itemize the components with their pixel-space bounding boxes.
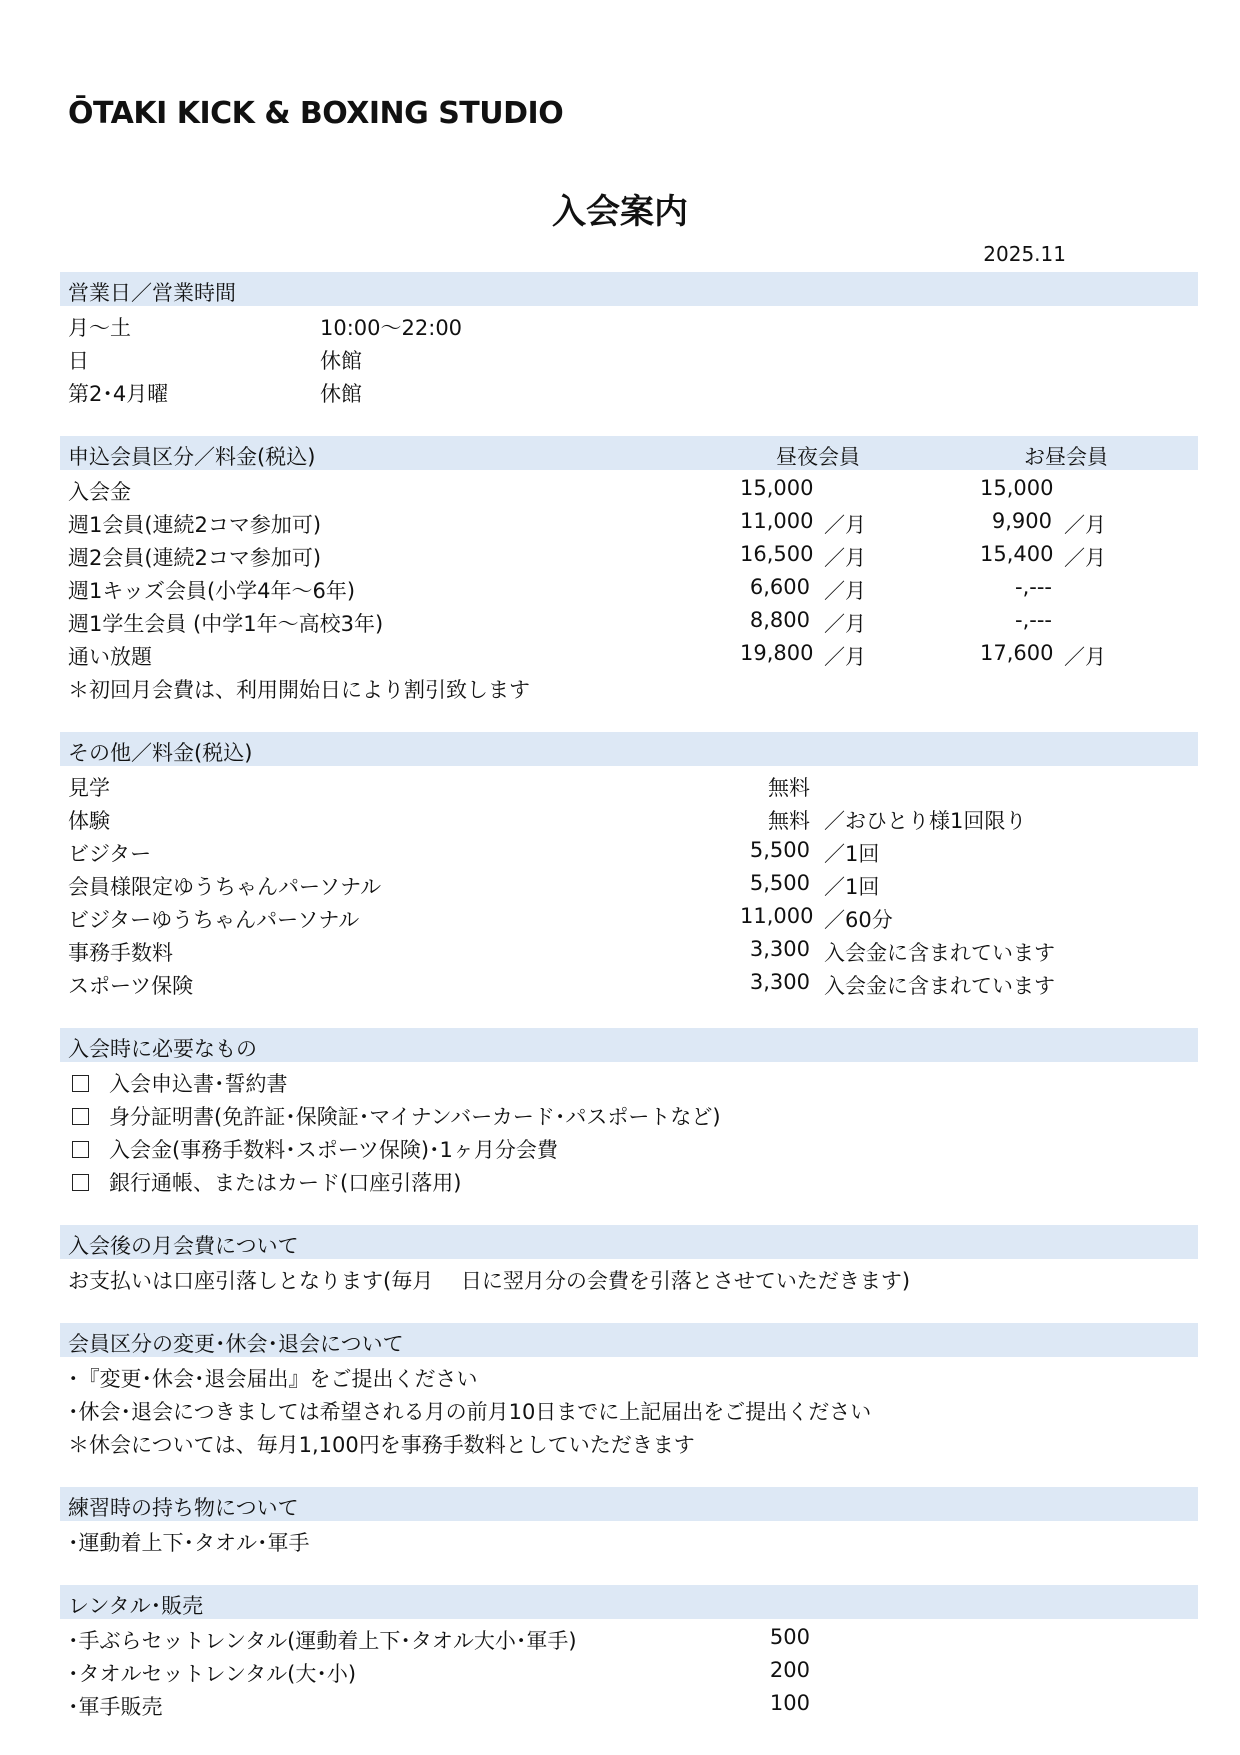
other-note: ／おひとり様1回限り xyxy=(824,809,1027,833)
rental-row xyxy=(68,1658,1128,1688)
other-price: 11,000 xyxy=(740,904,814,928)
belongings-text: ･運動着上下･タオル･軍手 xyxy=(68,1531,310,1555)
section-change-header xyxy=(60,1323,1198,1357)
section-hours-title: 営業日／営業時間 xyxy=(68,281,236,305)
hours-row xyxy=(68,312,463,342)
change-line: ･休会･退会につきましては希望される月の前月10日までに上記届出をご提出ください xyxy=(68,1400,872,1424)
studio-brand: ŌTAKI KICK & BOXING STUDIO xyxy=(68,96,564,131)
other-row xyxy=(68,772,1128,802)
fee-day-night-unit: ／月 xyxy=(824,546,866,570)
fee-label: 週1学生会員 (中学1年～高校3年) xyxy=(68,612,384,636)
section-rental-header xyxy=(60,1585,1198,1619)
other-price: 5,500 xyxy=(749,838,810,862)
section-belongings-title: 練習時の持ち物について xyxy=(68,1496,299,1520)
fee-row xyxy=(68,641,1128,671)
other-note: ／60分 xyxy=(824,908,893,932)
rental-row xyxy=(68,1691,1128,1721)
other-note: ／1回 xyxy=(824,875,880,899)
hours-time: 10:00～22:00 xyxy=(320,316,463,340)
fee-day-price: -,--- xyxy=(1015,575,1052,599)
fee-day-night-unit: ／月 xyxy=(824,612,866,636)
fees-note: ＊初回月会費は、利用開始日により割引致します xyxy=(68,678,530,702)
fee-label: 週1会員(連続2コマ参加可) xyxy=(68,513,322,537)
col-day-night-header: 昼夜会員 xyxy=(776,445,860,469)
hours-day: 月～土 xyxy=(68,316,131,340)
rental-label: ･手ぶらセットレンタル(運動着上下･タオル大小･軍手) xyxy=(68,1629,577,1653)
section-required-title: 入会時に必要なもの xyxy=(68,1037,257,1061)
other-label: 体験 xyxy=(68,809,110,833)
hours-day: 日 xyxy=(68,349,89,373)
fee-row xyxy=(68,476,1128,506)
fee-day-night-unit: ／月 xyxy=(824,513,866,537)
rental-price: 100 xyxy=(769,1691,810,1715)
section-required-header xyxy=(60,1028,1198,1062)
fee-day-night-unit: ／月 xyxy=(824,579,866,603)
other-price: 5,500 xyxy=(749,871,810,895)
other-label: スポーツ保険 xyxy=(68,974,194,998)
section-rental-title: レンタル･販売 xyxy=(68,1594,204,1618)
other-row xyxy=(68,838,1128,868)
other-label: 事務手数料 xyxy=(68,941,173,965)
rental-price: 200 xyxy=(769,1658,810,1682)
document-date: 2025.11 xyxy=(983,242,1066,266)
checkbox-icon[interactable] xyxy=(72,1141,89,1158)
checkbox-icon[interactable] xyxy=(72,1108,89,1125)
fee-label: 入会金 xyxy=(68,480,131,504)
other-row xyxy=(68,937,1128,967)
section-other-header xyxy=(60,732,1198,766)
required-item xyxy=(68,1167,461,1197)
fee-day-night-price: 8,800 xyxy=(749,608,810,632)
section-fees-title: 申込会員区分／料金(税込) xyxy=(68,445,316,469)
fee-label: 週2会員(連続2コマ参加可) xyxy=(68,546,322,570)
fee-day-price: -,--- xyxy=(1015,608,1052,632)
other-price: 3,300 xyxy=(749,970,810,994)
fee-row xyxy=(68,608,1128,638)
required-item-label: 入会申込書･誓約書 xyxy=(109,1072,288,1096)
fee-day-price: 15,000 xyxy=(980,476,1054,500)
rental-row xyxy=(68,1625,1128,1655)
section-fees-header xyxy=(60,436,1198,470)
fee-row xyxy=(68,575,1128,605)
fee-day-unit: ／月 xyxy=(1064,645,1106,669)
section-monthly-header xyxy=(60,1225,1198,1259)
page-title: 入会案内 xyxy=(552,192,688,232)
fee-day-price: 17,600 xyxy=(980,641,1054,665)
other-price: 無料 xyxy=(768,776,810,800)
fee-day-price: 9,900 xyxy=(991,509,1052,533)
fee-day-unit: ／月 xyxy=(1064,546,1106,570)
hours-time: 休館 xyxy=(320,349,362,373)
hours-time: 休館 xyxy=(320,382,362,406)
hours-row xyxy=(68,378,362,408)
required-item xyxy=(68,1134,558,1164)
required-item-label: 銀行通帳、またはカード(口座引落用) xyxy=(109,1171,462,1195)
other-note: ／1回 xyxy=(824,842,880,866)
fee-day-night-unit: ／月 xyxy=(824,645,866,669)
other-price: 3,300 xyxy=(749,937,810,961)
col-day-header: お昼会員 xyxy=(1024,445,1108,469)
other-row xyxy=(68,805,1128,835)
rental-price: 500 xyxy=(769,1625,810,1649)
rental-label: ･軍手販売 xyxy=(68,1695,163,1719)
section-belongings-header xyxy=(60,1487,1198,1521)
fee-row xyxy=(68,542,1128,572)
fee-label: 通い放題 xyxy=(68,645,152,669)
fee-day-night-price: 6,600 xyxy=(749,575,810,599)
required-item-label: 身分証明書(免許証･保険証･マイナンバーカード･パスポートなど) xyxy=(109,1105,721,1129)
change-line: ･『変更･休会･退会届出』をご提出ください xyxy=(68,1367,478,1391)
other-note: 入会金に含まれています xyxy=(824,974,1055,998)
fee-day-night-price: 16,500 xyxy=(740,542,814,566)
monthly-text: お支払いは口座引落しとなります(毎月 日に翌月分の会費を引落とさせていただきます) xyxy=(68,1269,911,1293)
fee-day-unit: ／月 xyxy=(1064,513,1106,537)
other-row xyxy=(68,904,1128,934)
required-item xyxy=(68,1101,721,1131)
fee-day-night-price: 11,000 xyxy=(740,509,814,533)
other-label: 見学 xyxy=(68,776,110,800)
section-change-title: 会員区分の変更･休会･退会について xyxy=(68,1332,404,1356)
required-item-label: 入会金(事務手数料･スポーツ保険)･1ヶ月分会費 xyxy=(109,1138,558,1162)
fee-day-night-price: 15,000 xyxy=(740,476,814,500)
section-other-title: その他／料金(税込) xyxy=(68,741,253,765)
other-row xyxy=(68,871,1128,901)
fee-label: 週1キッズ会員(小学4年～6年) xyxy=(68,579,356,603)
checkbox-icon[interactable] xyxy=(72,1075,89,1092)
fee-row xyxy=(68,509,1128,539)
other-row xyxy=(68,970,1128,1000)
other-label: 会員様限定ゆうちゃんパーソナル xyxy=(68,875,382,899)
other-label: ビジター xyxy=(68,842,152,866)
required-item xyxy=(68,1068,288,1098)
other-price: 無料 xyxy=(768,809,810,833)
section-hours-header xyxy=(60,272,1198,306)
section-monthly-title: 入会後の月会費について xyxy=(68,1234,299,1258)
checkbox-icon[interactable] xyxy=(72,1174,89,1191)
fee-day-night-price: 19,800 xyxy=(740,641,814,665)
other-label: ビジターゆうちゃんパーソナル xyxy=(68,908,360,932)
other-note: 入会金に含まれています xyxy=(824,941,1055,965)
fee-day-price: 15,400 xyxy=(980,542,1054,566)
rental-label: ･タオルセットレンタル(大･小) xyxy=(68,1662,357,1686)
change-line: ＊休会については、毎月1,100円を事務手数料としていただきます xyxy=(68,1433,695,1457)
hours-day: 第2･4月曜 xyxy=(68,382,169,406)
hours-row xyxy=(68,345,362,375)
